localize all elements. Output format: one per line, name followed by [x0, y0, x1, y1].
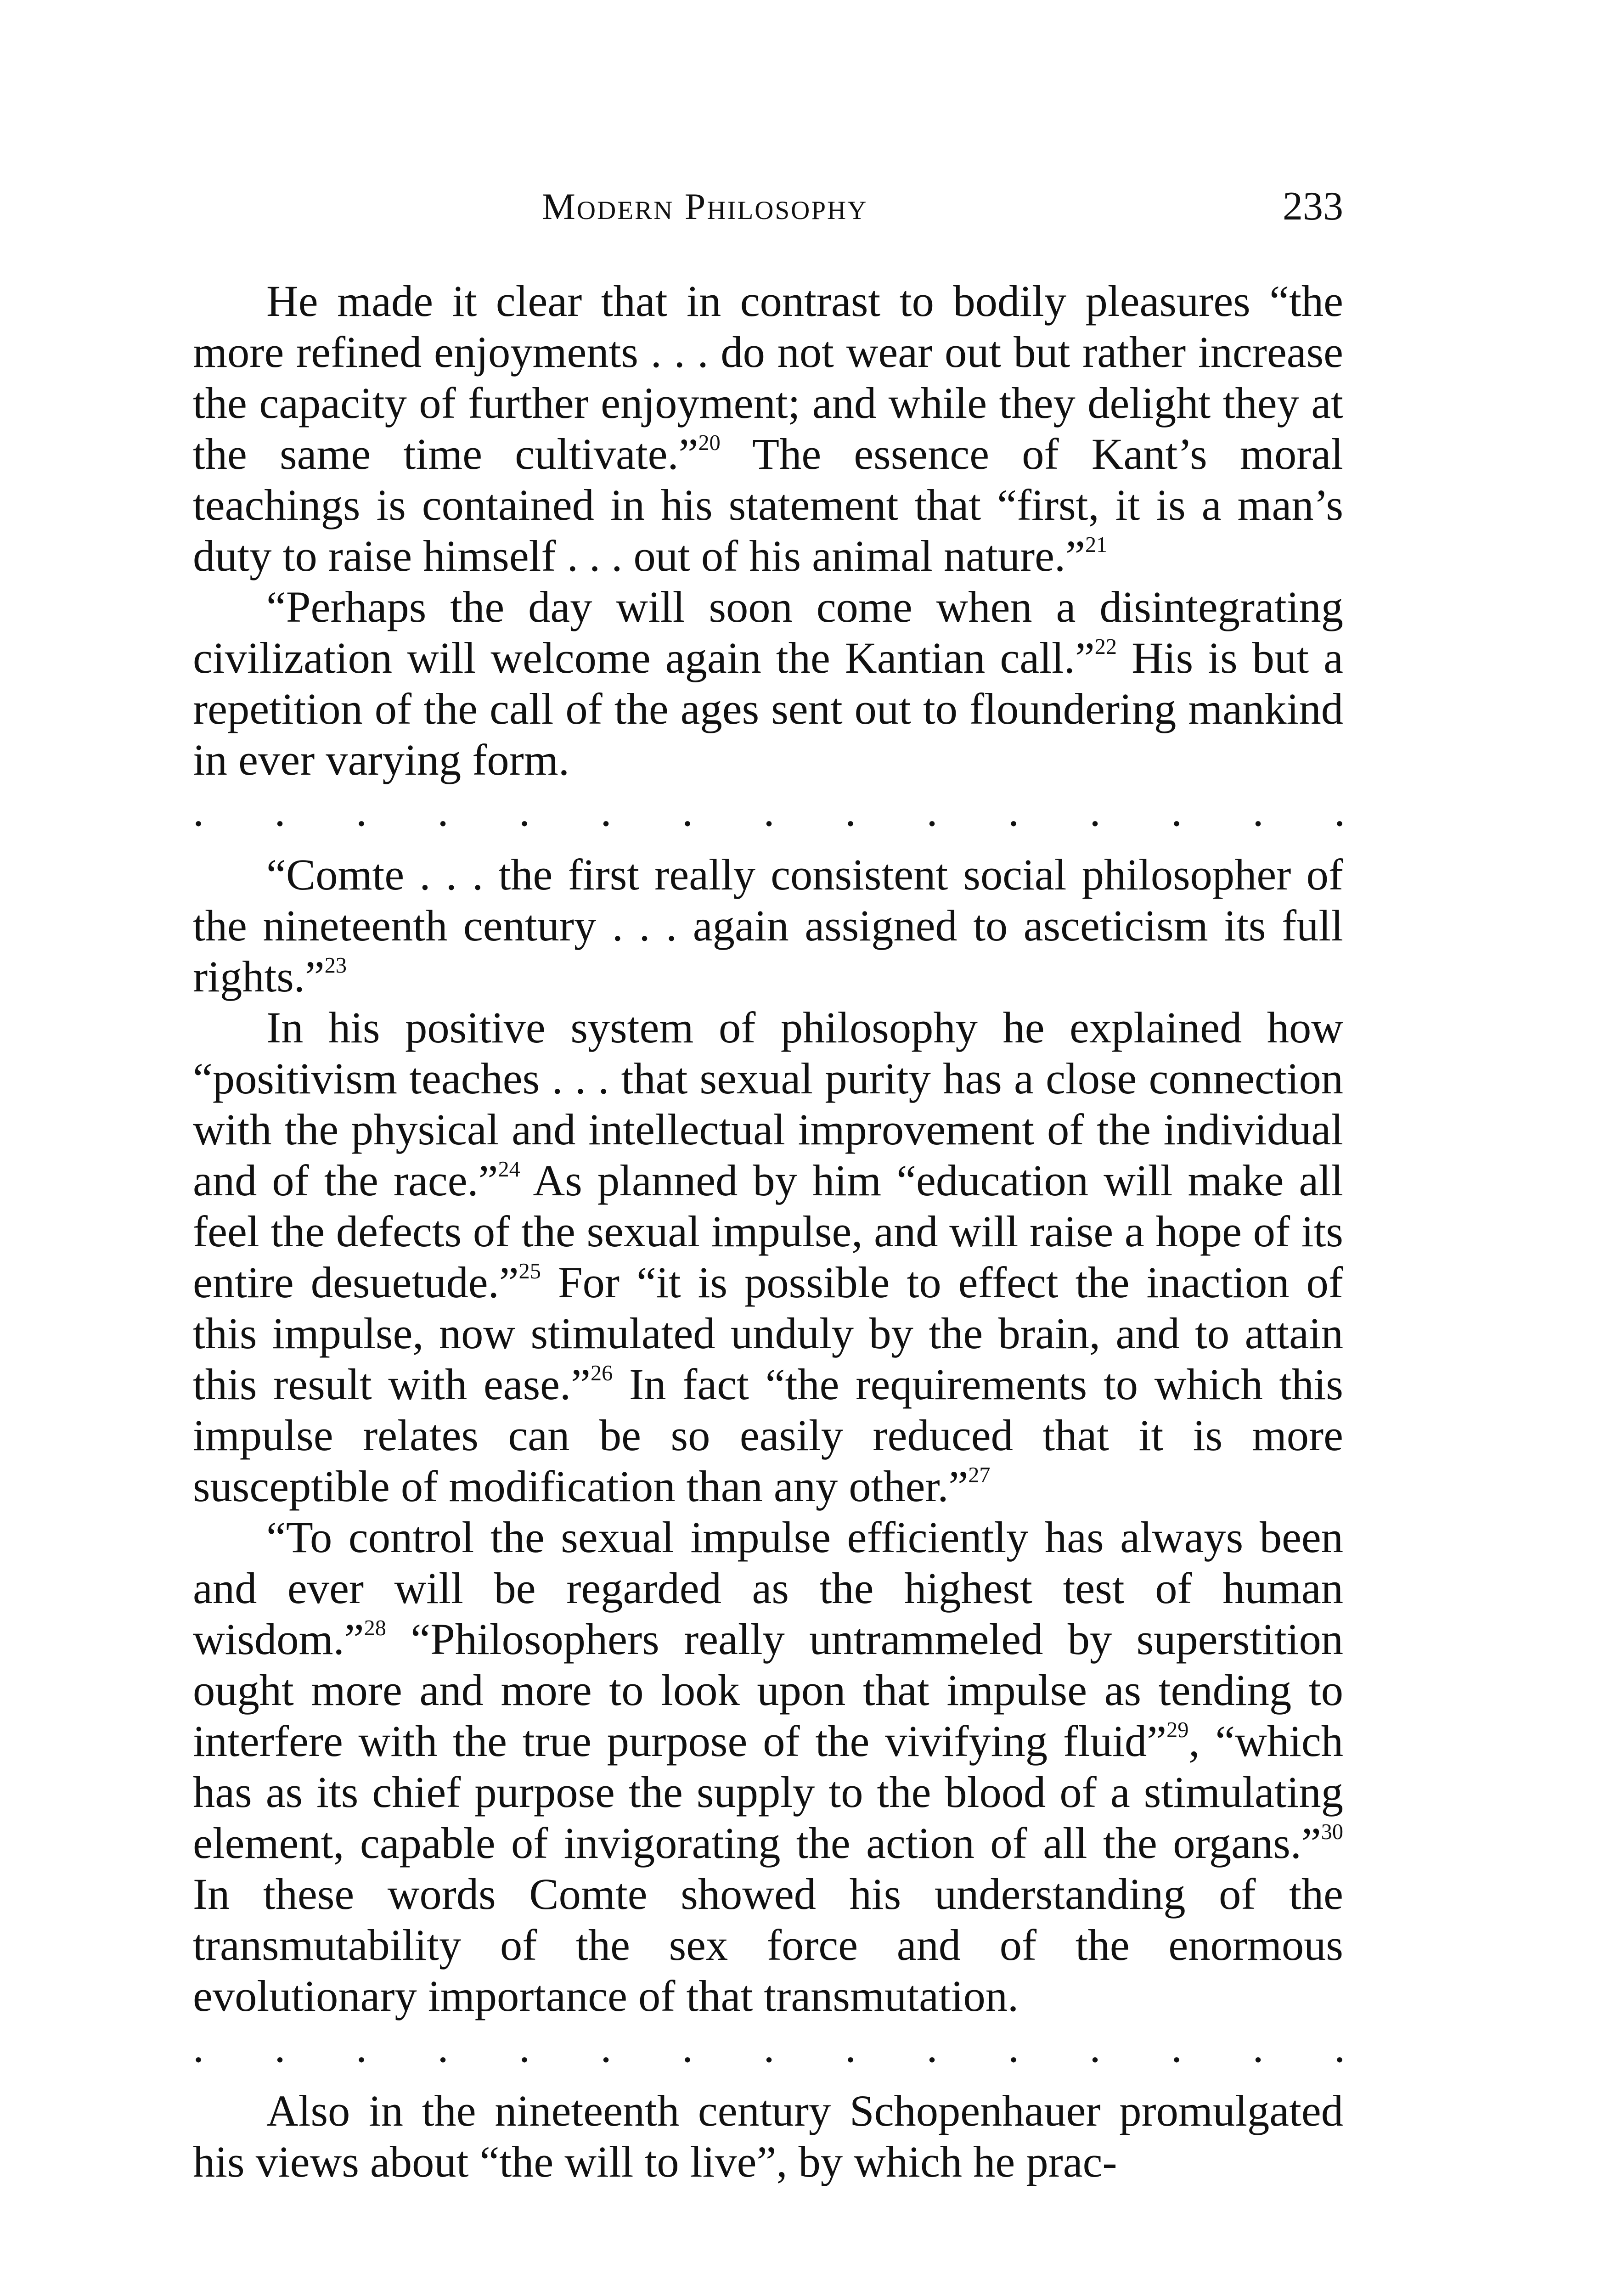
- section-break-dots: [193, 785, 1346, 836]
- dot: .: [437, 2022, 449, 2071]
- text-run: He made it clear that in contrast to bodily pleasures “the more refined enjoyments . . . do not wear out but rather increase the capacity of further enjoyment; and while they delight they at the same time cultivate.”: [193, 276, 1343, 478]
- dot: .: [356, 2022, 367, 2071]
- text-run: “Philosophers really untrammeled by superstition ought more and more to look upon that impulse as tending to interfere with the true purpose of the vivifying fluid”: [193, 1615, 1343, 1766]
- dot: .: [1252, 2022, 1264, 2071]
- dot: .: [437, 786, 449, 835]
- footnote-ref-22: 22: [1094, 635, 1117, 659]
- paragraph-sexual-impulse: [193, 1512, 1343, 2021]
- dot: .: [763, 2022, 775, 2071]
- paragraph-kant-enjoyments: [193, 276, 1343, 581]
- footnote-ref-24: 24: [498, 1157, 520, 1182]
- text-run: His is but a repetition of the call of the ages sent out to floundering mankind in ever varying form.: [193, 633, 1344, 784]
- dot: .: [519, 2022, 530, 2071]
- text-run: The essence of Kant’s moral teachings is contained in his statement that “first, it is a man’s duty to raise himself . . . out of his animal nature.”: [193, 429, 1343, 580]
- footnote-ref-29: 29: [1166, 1718, 1189, 1742]
- dot: .: [356, 786, 367, 835]
- dot: .: [845, 786, 856, 835]
- dot: .: [1171, 2022, 1183, 2071]
- dot: .: [193, 786, 204, 835]
- dot: .: [682, 2022, 693, 2071]
- paragraph-kantian-call: [193, 581, 1343, 785]
- dot: .: [682, 786, 693, 835]
- footnote-ref-28: 28: [364, 1616, 386, 1640]
- dot: .: [1334, 786, 1346, 835]
- dot: .: [274, 786, 286, 835]
- dot: .: [600, 2022, 612, 2071]
- dot: .: [1089, 2022, 1101, 2071]
- footnote-ref-20: 20: [698, 431, 721, 455]
- text-run: “Perhaps the day will soon come when a disintegrating civilization will welcome again the Kantian call.”: [193, 582, 1343, 682]
- text-run: In fact “the requirements to which this impulse relates can be so easily reduced that it is more susceptible of modification than any other.”: [193, 1360, 1343, 1511]
- text-run: Also in the nineteenth century Schopenhauer promulgated his views about “the will to live”, by which he prac-: [193, 2086, 1343, 2186]
- text-run: In these words Comte showed his understanding of the transmutability of the sex force and of the enormous evolutionary importance of that transmutation.: [193, 1869, 1343, 2020]
- text-run: “Comte . . . the first really consistent social philosopher of the nineteenth century . . . again assigned to asceticism its full rights.”: [193, 850, 1343, 1001]
- text-run: For “it is possible to effect the inaction of this impulse, now stimulated unduly by the brain, and to attain this result with ease.”: [193, 1258, 1343, 1409]
- paragraph-schopenhauer: [193, 2085, 1343, 2187]
- text-run: In his positive system of philosophy he explained how “positivism teaches . . . that sexual purity has a close connection with the physical and intellectual improvement of the individual and of the race.”: [193, 1003, 1343, 1205]
- paragraph-positivism: [193, 1002, 1343, 1512]
- text-run: As planned by him “education will make all feel the defects of the sexual impulse, and will raise a hope of its entire desuetude.”: [193, 1156, 1343, 1307]
- footnote-ref-21: 21: [1085, 533, 1108, 557]
- dot: .: [845, 2022, 856, 2071]
- dot: .: [193, 2022, 204, 2071]
- body-text: [193, 276, 1346, 2187]
- dot: .: [274, 2022, 286, 2071]
- dot: .: [926, 786, 938, 835]
- footnote-ref-27: 27: [968, 1463, 991, 1487]
- dot: .: [763, 786, 775, 835]
- paragraph-comte-asceticism: [193, 849, 1343, 1002]
- dot: .: [926, 2022, 938, 2071]
- spacer: [193, 2072, 1343, 2085]
- page-number: 233: [1283, 184, 1343, 229]
- running-head: Modern Philosophy: [542, 186, 868, 227]
- text-run: , “which has as its chief purpose the supply to the blood of a stimulating element, capable of invigorating the action of all the organs.”: [193, 1716, 1343, 1868]
- dot: .: [600, 786, 612, 835]
- page-header: [193, 181, 1343, 232]
- dot: .: [1334, 2022, 1346, 2071]
- dot: .: [1171, 786, 1183, 835]
- dot: .: [1252, 786, 1264, 835]
- dot: .: [1089, 786, 1101, 835]
- spacer: [193, 836, 1343, 849]
- footnote-ref-23: 23: [324, 953, 347, 978]
- footnote-ref-30: 30: [1321, 1820, 1343, 1844]
- text-run: “To control the sexual impulse efficiently has always been and ever will be regarded as the highest test of human wisdom.”: [193, 1513, 1343, 1664]
- dot: .: [519, 786, 530, 835]
- section-break-dots: [193, 2021, 1346, 2072]
- dot: .: [1008, 786, 1019, 835]
- footnote-ref-25: 25: [518, 1259, 541, 1283]
- footnote-ref-26: 26: [590, 1361, 613, 1385]
- dot: .: [1008, 2022, 1019, 2071]
